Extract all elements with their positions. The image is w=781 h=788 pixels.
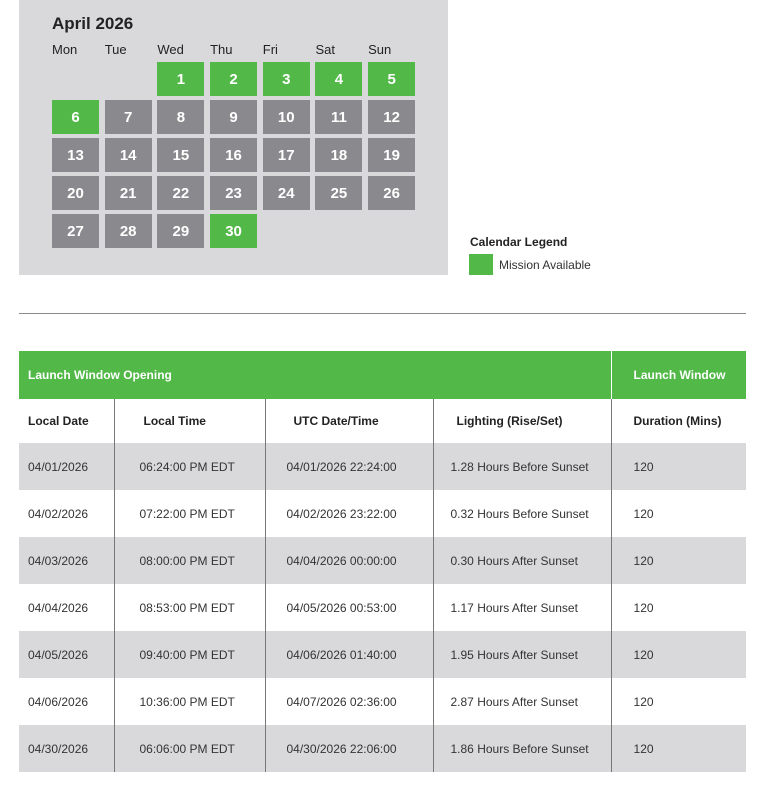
calendar-day-mission: 5 [368, 62, 415, 96]
cell-duration: 120 [611, 443, 746, 490]
cell-lighting: 1.17 Hours After Sunset [433, 584, 611, 631]
cell-local-date: 04/03/2026 [19, 537, 114, 584]
cell-local-date: 04/04/2026 [19, 584, 114, 631]
calendar-day-mission: 2 [210, 62, 257, 96]
calendar-day: 21 [105, 176, 152, 210]
table-row [19, 537, 746, 584]
cell-utc: 04/04/2026 00:00:00 [265, 537, 433, 584]
calendar-day-mission: 6 [52, 100, 99, 134]
calendar-day-mission: 4 [315, 62, 362, 96]
cell-duration: 120 [611, 678, 746, 725]
cell-duration: 120 [611, 490, 746, 537]
cell-utc: 04/01/2026 22:24:00 [265, 443, 433, 490]
calendar-day: 17 [263, 138, 310, 172]
col-header-lighting: Lighting (Rise/Set) [433, 399, 611, 443]
cell-utc: 04/06/2026 01:40:00 [265, 631, 433, 678]
calendar-day: 12 [368, 100, 415, 134]
cell-duration: 120 [611, 631, 746, 678]
weekday-label: Tue [104, 42, 127, 57]
cell-local-date: 04/05/2026 [19, 631, 114, 678]
cell-lighting: 1.86 Hours Before Sunset [433, 725, 611, 772]
calendar-day-mission: 30 [210, 214, 257, 248]
calendar-day: 13 [52, 138, 99, 172]
calendar-day: 15 [157, 138, 204, 172]
calendar-day: 24 [263, 176, 310, 210]
table-row [19, 725, 746, 772]
weekday-label: Sun [368, 42, 392, 57]
cell-duration: 120 [611, 584, 746, 631]
weekday-label: Wed [157, 42, 184, 57]
calendar-title: April 2026 [52, 14, 134, 33]
cell-local-date: 04/30/2026 [19, 725, 114, 772]
calendar-day: 16 [210, 138, 257, 172]
calendar-grid [52, 62, 415, 248]
legend-label-mission: Mission Available [499, 258, 591, 272]
cell-duration: 120 [611, 725, 746, 772]
calendar-day: 19 [368, 138, 415, 172]
col-header-local-date: Local Date [19, 399, 114, 443]
legend-title: Calendar Legend [470, 235, 568, 249]
group-header-opening: Launch Window Opening [19, 351, 611, 399]
col-header-duration: Duration (Mins) [611, 399, 746, 443]
cell-local-time: 06:06:00 PM EDT [114, 725, 265, 772]
cell-lighting: 0.30 Hours After Sunset [433, 537, 611, 584]
weekday-label: Fri [262, 42, 278, 57]
section-divider [19, 313, 746, 314]
table-row [19, 490, 746, 537]
cell-lighting: 1.95 Hours After Sunset [433, 631, 611, 678]
cell-local-time: 09:40:00 PM EDT [114, 631, 265, 678]
calendar-day: 26 [368, 176, 415, 210]
calendar-day: 7 [105, 100, 152, 134]
calendar-day: 10 [263, 100, 310, 134]
calendar-day: 25 [315, 176, 362, 210]
cell-local-time: 06:24:00 PM EDT [114, 443, 265, 490]
calendar-day: 22 [157, 176, 204, 210]
cell-local-time: 07:22:00 PM EDT [114, 490, 265, 537]
cell-local-date: 04/01/2026 [19, 443, 114, 490]
calendar-day: 27 [52, 214, 99, 248]
launch-window-table [19, 351, 746, 772]
weekday-label: Mon [52, 42, 78, 57]
calendar-day: 29 [157, 214, 204, 248]
cell-utc: 04/05/2026 00:53:00 [265, 584, 433, 631]
table-row [19, 443, 746, 490]
calendar-day: 14 [105, 138, 152, 172]
calendar-day: 8 [157, 100, 204, 134]
calendar-blank-cell [105, 62, 152, 96]
table-row [19, 678, 746, 725]
cell-local-time: 08:53:00 PM EDT [114, 584, 265, 631]
cell-local-time: 10:36:00 PM EDT [114, 678, 265, 725]
calendar-blank-cell [52, 62, 99, 96]
calendar-day: 23 [210, 176, 257, 210]
cell-local-date: 04/06/2026 [19, 678, 114, 725]
group-header-window: Launch Window [611, 351, 746, 399]
calendar-day: 28 [105, 214, 152, 248]
calendar-day-mission: 1 [157, 62, 204, 96]
calendar-day-mission: 3 [263, 62, 310, 96]
weekday-label: Thu [210, 42, 233, 57]
weekday-header [52, 42, 421, 57]
cell-duration: 120 [611, 537, 746, 584]
calendar-day: 9 [210, 100, 257, 134]
cell-lighting: 2.87 Hours After Sunset [433, 678, 611, 725]
table-row [19, 584, 746, 631]
weekday-label: Sat [315, 42, 335, 57]
cell-utc: 04/30/2026 22:06:00 [265, 725, 433, 772]
table-row [19, 631, 746, 678]
calendar-day: 18 [315, 138, 362, 172]
cell-utc: 04/02/2026 23:22:00 [265, 490, 433, 537]
col-header-local-time: Local Time [114, 399, 265, 443]
calendar-day: 20 [52, 176, 99, 210]
cell-local-date: 04/02/2026 [19, 490, 114, 537]
cell-utc: 04/07/2026 02:36:00 [265, 678, 433, 725]
cell-lighting: 1.28 Hours Before Sunset [433, 443, 611, 490]
legend-swatch-mission [469, 254, 493, 275]
col-header-utc: UTC Date/Time [265, 399, 433, 443]
cell-local-time: 08:00:00 PM EDT [114, 537, 265, 584]
cell-lighting: 0.32 Hours Before Sunset [433, 490, 611, 537]
calendar-day: 11 [315, 100, 362, 134]
